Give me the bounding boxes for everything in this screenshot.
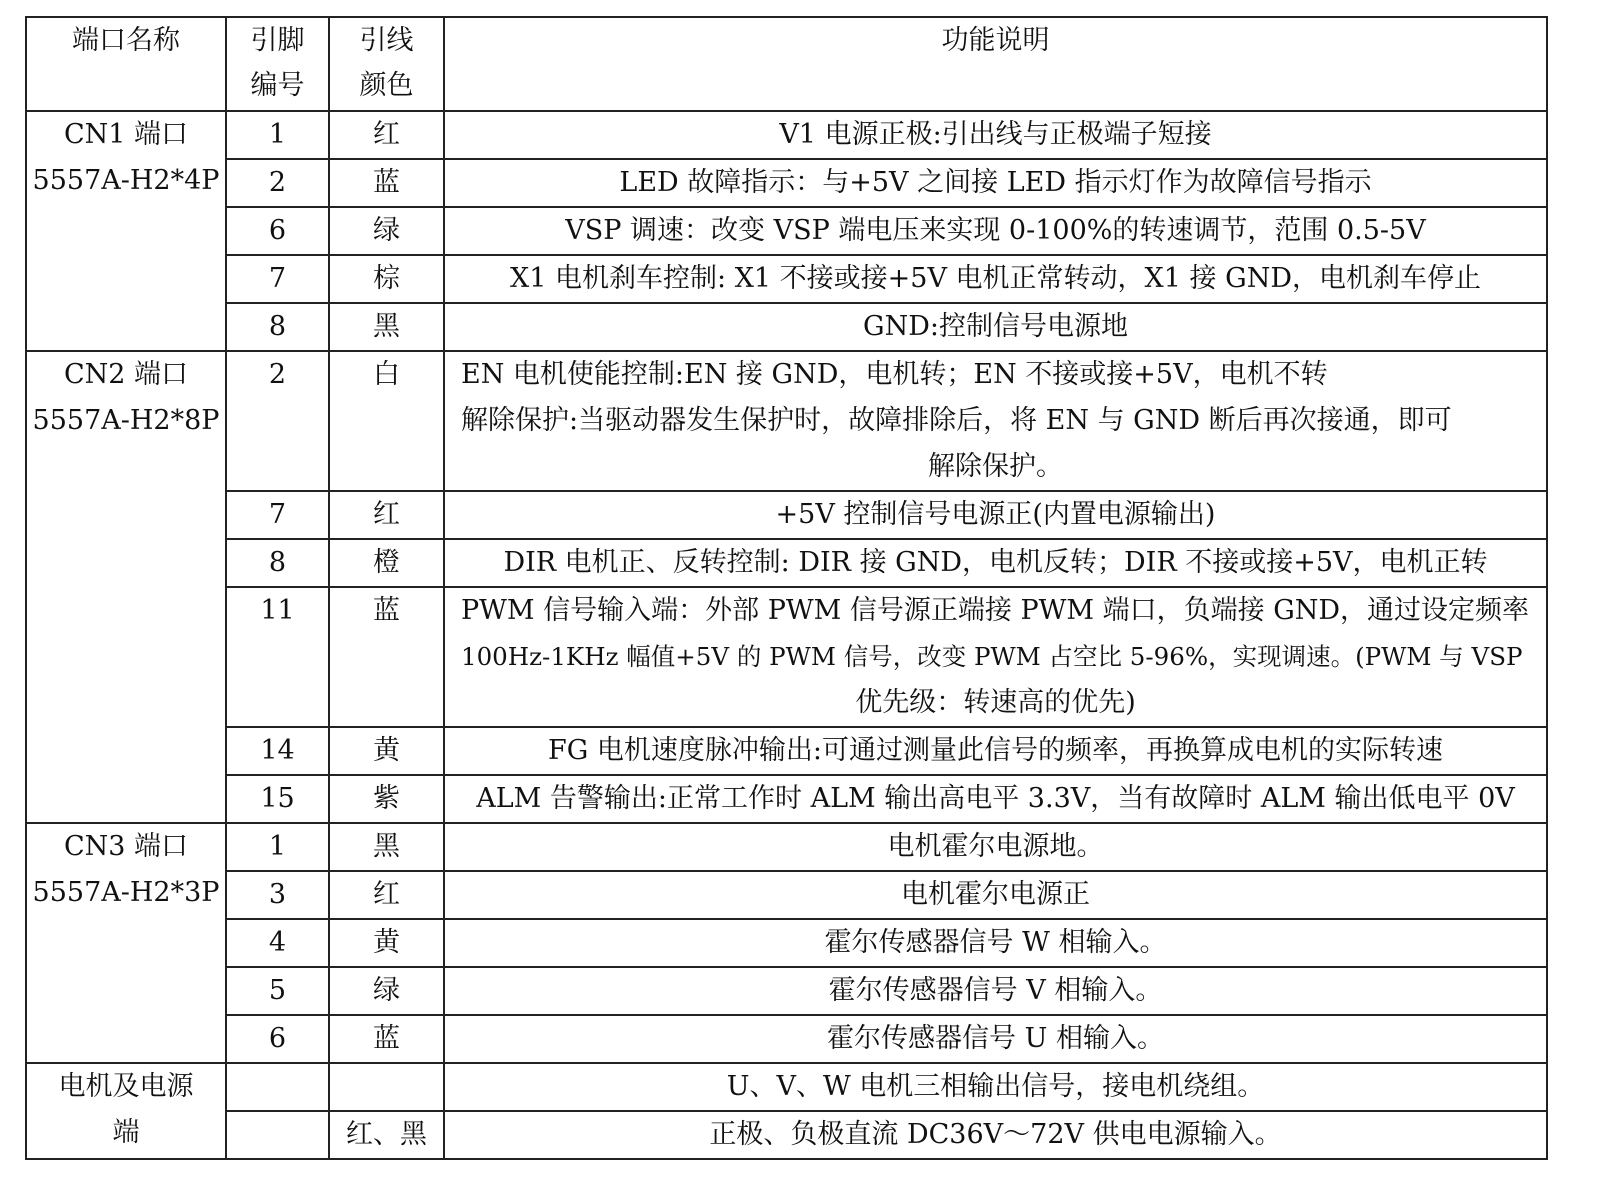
wire-color-cell (329, 1063, 444, 1111)
function-description-line: 优先级：转速高的优先) (855, 687, 1136, 718)
header-wire-color: 引线 颜色 (329, 17, 444, 111)
header-function: 功能说明 (444, 17, 1547, 111)
function-description-cell (444, 159, 1547, 207)
port-name-line: CN1 端口 (63, 119, 189, 150)
port-name-line: 5557A-H2*4P (32, 165, 220, 196)
function-description-line: 霍尔传感器信号 W 相输入。 (824, 927, 1167, 958)
table-row (26, 207, 1547, 255)
function-description-cell (444, 207, 1547, 255)
table-row (26, 491, 1547, 539)
port-name-cell (26, 111, 226, 351)
wire-color-cell: 红 (329, 111, 444, 159)
wire-color-cell: 红、黑 (329, 1111, 444, 1159)
table-row (26, 1063, 1547, 1111)
function-description-line: 电机霍尔电源地。 (887, 831, 1104, 862)
pin-number-cell: 2 (226, 159, 329, 207)
function-description-line: VSP 调速：改变 VSP 端电压来实现 0-100%的转速调节，范围 0.5-5V (565, 215, 1426, 246)
function-description-cell (444, 1015, 1547, 1063)
wire-color-cell: 橙 (329, 539, 444, 587)
table-row (26, 919, 1547, 967)
wire-color-cell: 棕 (329, 255, 444, 303)
header-port-name: 端口名称 (26, 17, 226, 111)
function-description-line: EN 电机使能控制:EN 接 GND，电机转；EN 不接或接+5V，电机不转 (461, 359, 1328, 390)
pin-number-cell: 3 (226, 871, 329, 919)
wire-color-cell: 绿 (329, 207, 444, 255)
wire-color-cell: 蓝 (329, 1015, 444, 1063)
wire-color-cell: 红 (329, 491, 444, 539)
table-row (26, 871, 1547, 919)
pin-number-cell: 8 (226, 303, 329, 351)
port-name-line: CN2 端口 (63, 359, 189, 390)
header-pin-no: 引脚 编号 (226, 17, 329, 111)
port-pin-table (25, 16, 1548, 1160)
wire-color-cell: 蓝 (329, 159, 444, 207)
function-description-line: 霍尔传感器信号 U 相输入。 (827, 1023, 1164, 1054)
table-body (26, 111, 1547, 1159)
table-row (26, 159, 1547, 207)
port-name-line: 端 (112, 1117, 140, 1148)
wire-color-cell: 黑 (329, 303, 444, 351)
pin-number-cell: 7 (226, 255, 329, 303)
pin-number-cell: 15 (226, 775, 329, 823)
wire-color-cell: 黄 (329, 919, 444, 967)
pin-number-cell: 8 (226, 539, 329, 587)
function-description-cell (444, 255, 1547, 303)
function-description-line: 电机霍尔电源正 (901, 879, 1090, 910)
table-row (26, 351, 1547, 491)
port-name-line: 电机及电源 (58, 1071, 194, 1102)
table-row (26, 1111, 1547, 1159)
function-description-cell (444, 727, 1547, 775)
function-description-cell (444, 919, 1547, 967)
table-row (26, 1015, 1547, 1063)
port-name-cell (26, 823, 226, 1063)
pin-number-cell (226, 1063, 329, 1111)
pin-number-cell: 6 (226, 1015, 329, 1063)
wire-color-cell: 紫 (329, 775, 444, 823)
port-name-line: 5557A-H2*3P (32, 877, 220, 908)
wire-color-cell: 绿 (329, 967, 444, 1015)
port-name-cell (26, 351, 226, 823)
function-description-cell (444, 823, 1547, 871)
function-description-cell (444, 587, 1547, 727)
function-description-line: PWM 信号输入端：外部 PWM 信号源正端接 PWM 端口，负端接 GND，通过设定频率 (461, 595, 1530, 626)
pin-number-cell: 4 (226, 919, 329, 967)
port-name-line: 5557A-H2*8P (32, 405, 220, 436)
function-description-cell (444, 539, 1547, 587)
pin-number-cell: 11 (226, 587, 329, 727)
function-description-line: U、V、W 电机三相输出信号，接电机绕组。 (726, 1071, 1265, 1102)
table-row (26, 775, 1547, 823)
wire-color-cell: 黄 (329, 727, 444, 775)
function-description-line: 霍尔传感器信号 V 相输入。 (828, 975, 1163, 1006)
table-row (26, 539, 1547, 587)
function-description-cell (444, 967, 1547, 1015)
table-row (26, 111, 1547, 159)
function-description-line: LED 故障指示：与+5V 之间接 LED 指示灯作为故障信号指示 (619, 167, 1372, 198)
table-row (26, 303, 1547, 351)
pin-number-cell: 7 (226, 491, 329, 539)
function-description-cell (444, 303, 1547, 351)
port-name-line: CN3 端口 (63, 831, 189, 862)
function-description-line: V1 电源正极:引出线与正极端子短接 (779, 119, 1212, 150)
table-row (26, 823, 1547, 871)
function-description-cell (444, 351, 1547, 491)
function-description-cell (444, 775, 1547, 823)
function-description-line: 正极、负极直流 DC36V～72V 供电电源输入。 (709, 1119, 1282, 1150)
pin-number-cell: 6 (226, 207, 329, 255)
function-description-line: ALM 告警输出:正常工作时 ALM 输出高电平 3.3V，当有故障时 ALM 输出低电平 0V (476, 783, 1515, 814)
function-description-line: DIR 电机正、反转控制: DIR 接 GND，电机反转；DIR 不接或接+5V，电机正转 (503, 547, 1488, 578)
pin-number-cell (226, 1111, 329, 1159)
function-description-cell (444, 111, 1547, 159)
header-row (26, 17, 1547, 111)
wire-color-cell: 蓝 (329, 587, 444, 727)
function-description-line: +5V 控制信号电源正(内置电源输出) (775, 499, 1216, 530)
table-row (26, 255, 1547, 303)
function-description-cell (444, 1063, 1547, 1111)
pin-number-cell: 5 (226, 967, 329, 1015)
function-description-line: FG 电机速度脉冲输出:可通过测量此信号的频率，再换算成电机的实际转速 (548, 735, 1443, 766)
function-description-cell (444, 871, 1547, 919)
wire-color-cell: 红 (329, 871, 444, 919)
function-description-line: X1 电机刹车控制: X1 不接或接+5V 电机正常转动，X1 接 GND，电机刹车停止 (510, 263, 1481, 294)
function-description-cell (444, 1111, 1547, 1159)
function-description-line: 100Hz-1KHz 幅值+5V 的 PWM 信号，改变 PWM 占空比 5-96%，实现调速。(PWM 与 VSP (461, 642, 1523, 671)
pin-number-cell: 1 (226, 823, 329, 871)
pin-number-cell: 2 (226, 351, 329, 491)
table-row (26, 727, 1547, 775)
pin-number-cell: 1 (226, 111, 329, 159)
function-description-line: 解除保护。 (928, 451, 1063, 482)
function-description-cell (444, 491, 1547, 539)
pin-number-cell: 14 (226, 727, 329, 775)
port-name-cell (26, 1063, 226, 1159)
wire-color-cell: 黑 (329, 823, 444, 871)
table-row (26, 587, 1547, 727)
function-description-line: 解除保护:当驱动器发生保护时，故障排除后，将 EN 与 GND 断后再次接通，即可 (461, 405, 1452, 436)
wire-color-cell: 白 (329, 351, 444, 491)
function-description-line: GND:控制信号电源地 (863, 311, 1128, 342)
table-row (26, 967, 1547, 1015)
